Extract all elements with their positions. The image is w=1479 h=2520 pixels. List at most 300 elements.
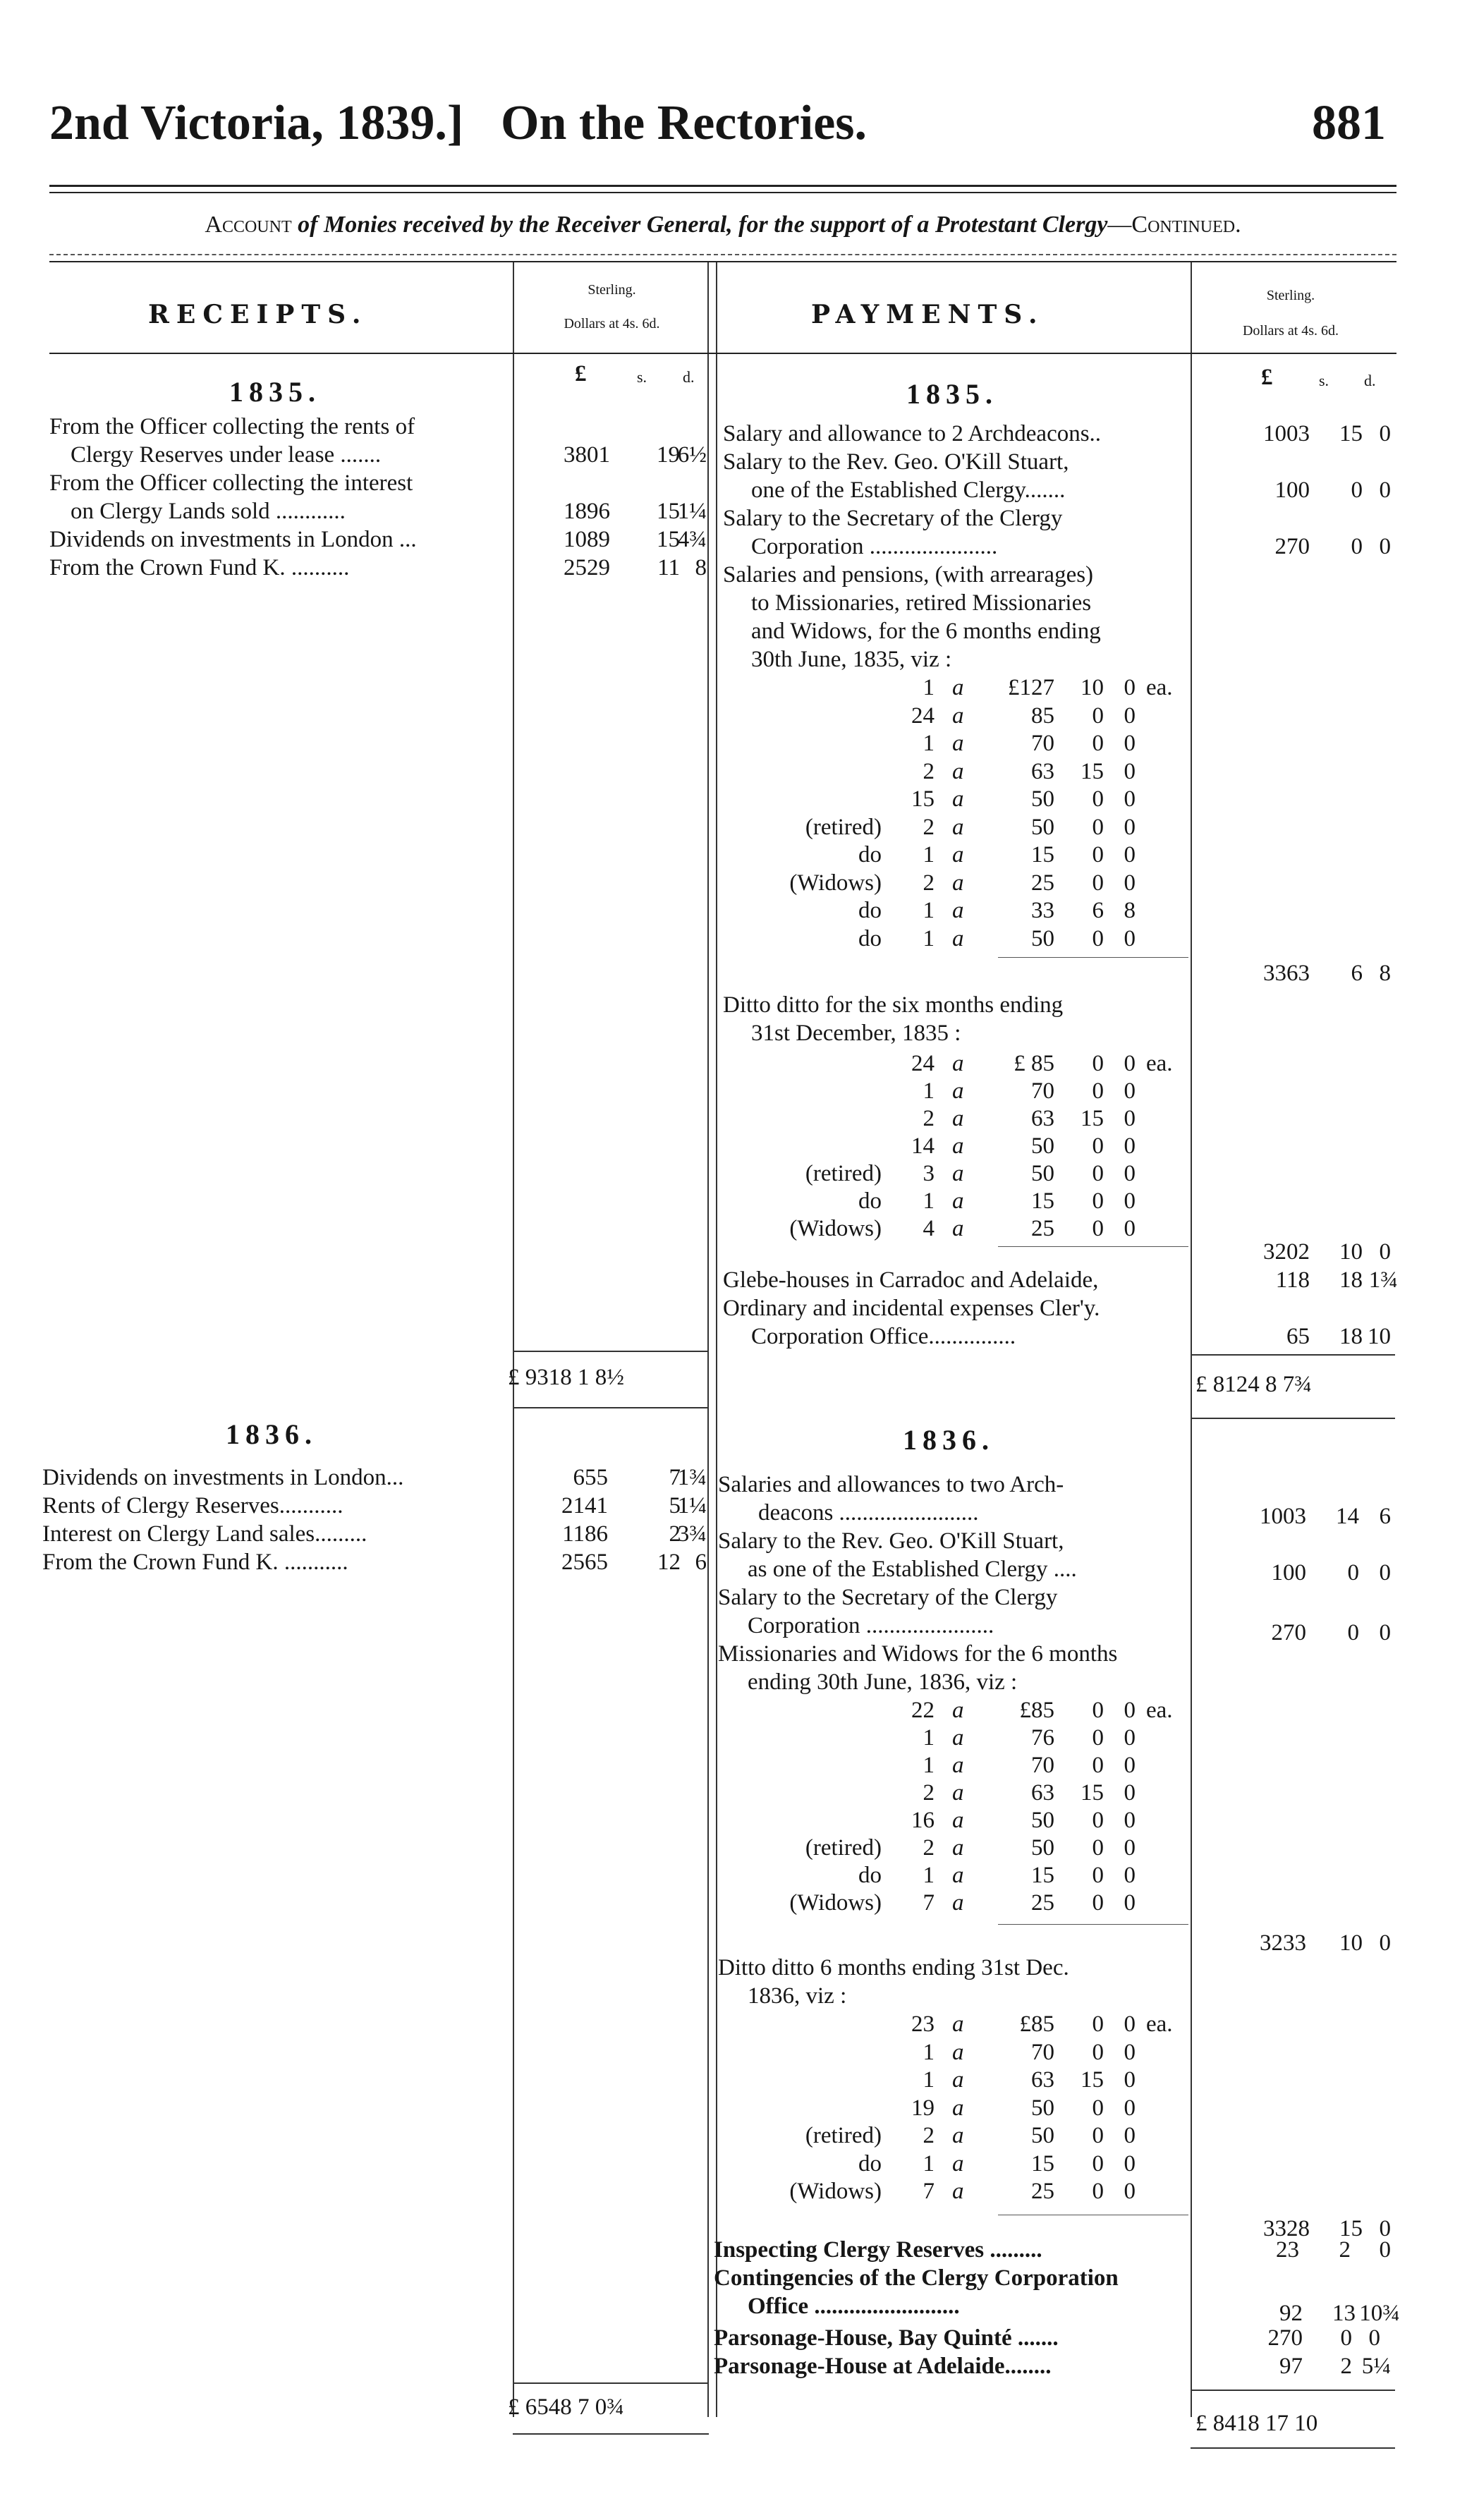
schedule-cell: a <box>952 1216 964 1241</box>
receipts-1835-total: £ 9318 1 8½ <box>508 1365 624 1390</box>
pay-1836-3-pounds: 270 <box>1271 1620 1306 1645</box>
pay-1835-3-pounds: 270 <box>1274 534 1310 559</box>
schedule-cell: ea. <box>1146 1051 1173 1076</box>
schedule-cell: a <box>952 842 964 868</box>
schedule-cell: 25 <box>1031 1216 1054 1241</box>
schedule-cell: 25 <box>1031 870 1054 896</box>
col-rule-payments-left <box>716 262 717 2417</box>
receipt-1836-4-text: From the Crown Fund K. ........... <box>42 1550 348 1575</box>
schedule-cell: a <box>952 1078 964 1104</box>
schedule-cell: (retired) <box>805 1161 882 1186</box>
schedule-cell: 0 <box>1124 814 1136 840</box>
payments-heading: PAYMENTS. <box>811 300 1045 329</box>
schedule-cell: a <box>952 786 964 812</box>
schedule-cell: 0 <box>1124 1808 1136 1833</box>
schedule-cell: 6 <box>1092 898 1104 923</box>
schedule-cell: 2 <box>923 1106 935 1131</box>
schedule-cell: £127 <box>1008 675 1054 700</box>
schedule-cell: 0 <box>1124 1161 1136 1186</box>
rule-1835-p4 <box>998 957 1188 958</box>
pay-1835-2-line2: one of the Established Clergy....... <box>751 477 1066 503</box>
receipt-1836-3-shillings: 2 <box>669 1521 681 1547</box>
pay-1836-5-line1: Ditto ditto 6 months ending 31st Dec. <box>718 1955 1069 1980</box>
schedule-cell: 63 <box>1031 758 1054 784</box>
receipt-1836-1-pence: 1¾ <box>677 1465 707 1490</box>
pay-1836-5-pence: 0 <box>1379 2216 1391 2241</box>
pay-1836-6-pounds: 23 <box>1276 2237 1299 2263</box>
schedule-cell: 0 <box>1124 2067 1136 2093</box>
schedule-cell: a <box>952 731 964 756</box>
pay-1835-5-line1: Ditto ditto for the six months ending <box>723 992 1064 1018</box>
schedule-cell: 1 <box>923 1078 935 1104</box>
schedule-cell: 50 <box>1031 2123 1054 2148</box>
schedule-cell: (Widows) <box>789 1890 882 1916</box>
pay-1836-9-shillings: 2 <box>1340 2354 1352 2379</box>
running-head-title: On the Rectories. <box>501 96 868 150</box>
receipt-1835-4-pounds: 2529 <box>564 555 610 580</box>
pay-1835-4-pounds: 3363 <box>1263 961 1310 986</box>
schedule-cell: 33 <box>1031 898 1054 923</box>
receipt-1836-1-shillings: 7 <box>669 1465 681 1490</box>
schedule-cell: 15 <box>1081 1106 1104 1131</box>
receipt-1836-2-pence: 1¼ <box>677 1493 707 1518</box>
pay-1835-3-line2: Corporation ...................... <box>751 534 998 559</box>
schedule-cell: 0 <box>1092 1051 1104 1076</box>
schedule-cell: 50 <box>1031 925 1054 951</box>
schedule-cell: 0 <box>1092 1698 1104 1723</box>
schedule-cell: 0 <box>1092 925 1104 951</box>
receipt-1836-2-shillings: 5 <box>669 1493 681 1518</box>
running-head-left: 2nd Victoria, 1839.] <box>49 96 464 150</box>
schedule-cell: 0 <box>1092 1161 1104 1186</box>
schedule-cell: 1 <box>923 1725 935 1751</box>
pay-1836-2-pence: 0 <box>1379 1560 1391 1585</box>
schedule-cell: 0 <box>1092 786 1104 812</box>
schedule-cell: 0 <box>1124 1890 1136 1916</box>
rule-under-caption-2 <box>49 261 1396 262</box>
pay-1835-4-shillings: 6 <box>1351 961 1363 986</box>
payments-1835-total: £ 8124 8 7¾ <box>1195 1372 1312 1397</box>
schedule-cell: 70 <box>1031 2039 1054 2065</box>
receipt-1835-1-line1: From the Officer collecting the rents of <box>49 414 415 439</box>
schedule-cell: 0 <box>1092 870 1104 896</box>
schedule-cell: 85 <box>1031 702 1054 729</box>
receipt-1835-3-shillings: 15 <box>657 527 680 552</box>
pay-1836-2-shillings: 0 <box>1347 1560 1359 1585</box>
pay-1836-2-line2: as one of the Established Clergy .... <box>748 1557 1077 1582</box>
schedule-cell: 1 <box>923 1753 935 1778</box>
rule-under-heads <box>49 353 1396 354</box>
rule-under-caption <box>49 254 1396 256</box>
schedule-cell: 0 <box>1092 1808 1104 1833</box>
schedule-cell: 0 <box>1124 1106 1136 1131</box>
schedule-cell: 0 <box>1124 1780 1136 1806</box>
schedule-cell: 2 <box>923 1780 935 1806</box>
pay-1835-4-pence: 8 <box>1379 961 1391 986</box>
schedule-cell: 8 <box>1124 898 1136 923</box>
schedule-cell: ea. <box>1146 675 1173 700</box>
schedule-cell: £85 <box>1019 2011 1054 2037</box>
schedule-cell: ea. <box>1146 1698 1173 1723</box>
pay-1836-8-text: Parsonage-House, Bay Quinté ....... <box>714 2325 1059 2351</box>
pay-1835-3-shillings: 0 <box>1351 534 1363 559</box>
year-1836-receipts: 1836. <box>226 1418 317 1450</box>
receipt-1835-2-shillings: 15 <box>657 499 680 524</box>
schedule-cell: 0 <box>1124 675 1136 700</box>
pay-1836-5-shillings: 15 <box>1339 2216 1363 2241</box>
receipt-1835-1-pence: 6½ <box>677 442 707 468</box>
pay-1836-9-pounds: 97 <box>1279 2354 1303 2379</box>
caption-italic: of Monies received by the Receiver General, for the support of a Protestant Clergy <box>298 212 1108 238</box>
receipt-1835-1-pounds: 3801 <box>564 442 610 468</box>
pay-1836-4-line2: ending 30th June, 1836, viz : <box>748 1669 1018 1695</box>
schedule-cell: 0 <box>1092 702 1104 729</box>
schedule-cell: a <box>952 2150 964 2177</box>
pay-1835-6-shillings: 18 <box>1339 1267 1363 1293</box>
schedule-cell: a <box>952 1161 964 1186</box>
pay-1836-7-line1: Contingencies of the Clergy Corporation <box>714 2265 1119 2291</box>
receipt-1835-1-line2: Clergy Reserves under lease ....... <box>71 442 382 468</box>
schedule-cell: 0 <box>1092 1835 1104 1861</box>
receipt-1836-4-shillings: 12 <box>657 1550 681 1575</box>
receipts-heading: RECEIPTS. <box>148 300 368 329</box>
schedule-cell: a <box>952 1051 964 1076</box>
schedule-cell: 10 <box>1081 675 1104 700</box>
pay-1835-2-pounds: 100 <box>1274 477 1310 503</box>
pay-1836-8-pence: 0 <box>1368 2325 1380 2351</box>
payments-1836-total-rule-2 <box>1191 2447 1395 2449</box>
pay-1836-3-line2: Corporation ...................... <box>748 1613 994 1638</box>
schedule-cell: a <box>952 758 964 784</box>
payments-1836-total-rule <box>1191 2390 1395 2391</box>
receipt-1836-2-text: Rents of Clergy Reserves........... <box>42 1493 343 1518</box>
pay-1836-1-pence: 6 <box>1379 1504 1391 1529</box>
schedule-cell: a <box>952 1835 964 1861</box>
schedule-cell: 7 <box>923 2179 935 2204</box>
pay-1836-2-pounds: 100 <box>1271 1560 1306 1585</box>
receipt-1835-4-shillings: 11 <box>657 555 680 580</box>
pay-1836-1-line2: deacons ........................ <box>758 1500 979 1526</box>
schedule-cell: ea. <box>1146 2011 1173 2037</box>
pay-1835-6-pence: 1¾ <box>1368 1267 1398 1293</box>
schedule-cell: £85 <box>1019 1698 1054 1723</box>
lsd-pound-right: £ <box>1261 365 1273 390</box>
schedule-cell: 0 <box>1092 1890 1104 1916</box>
rule-top <box>49 185 1396 187</box>
schedule-cell: (retired) <box>805 1835 882 1861</box>
page-number: 881 <box>1312 96 1386 150</box>
pay-1835-1-pence: 0 <box>1379 421 1391 446</box>
receipts-1836-total: £ 6548 7 0¾ <box>508 2394 624 2420</box>
pay-1835-5-shillings: 10 <box>1339 1239 1363 1265</box>
year-1835-payments: 1835. <box>906 378 998 410</box>
pay-1836-6-pence: 0 <box>1379 2237 1391 2263</box>
pay-1836-3-line1: Salary to the Secretary of the Clergy <box>718 1585 1058 1610</box>
caption-lead: Account <box>205 212 292 238</box>
schedule-cell: 1 <box>923 842 935 868</box>
rule-top-thin <box>49 192 1396 193</box>
schedule-cell: 0 <box>1124 2150 1136 2177</box>
receipt-1835-1-shillings: 19 <box>657 442 680 468</box>
schedule-cell: 15 <box>911 786 935 812</box>
schedule-cell: 0 <box>1124 1753 1136 1778</box>
schedule-cell: 76 <box>1031 1725 1054 1751</box>
schedule-cell: 1 <box>923 1863 935 1888</box>
col-rule-receipts-amt-right <box>707 262 709 2417</box>
schedule-cell: (Widows) <box>789 2179 882 2204</box>
schedule-cell: a <box>952 1188 964 1214</box>
schedule-cell: 0 <box>1124 2011 1136 2037</box>
receipt-1836-1-pounds: 655 <box>573 1465 608 1490</box>
schedule-cell: 0 <box>1092 1863 1104 1888</box>
receipts-1836-total-rule <box>513 2382 709 2384</box>
schedule-cell: a <box>952 2039 964 2065</box>
schedule-cell: 0 <box>1124 1835 1136 1861</box>
pay-1835-5-line2: 31st December, 1835 : <box>751 1021 961 1046</box>
receipt-1835-4-text: From the Crown Fund K. .......... <box>49 555 350 580</box>
dollars-label-right: Dollars at 4s. 6d. <box>1242 323 1339 339</box>
schedule-cell: 50 <box>1031 814 1054 840</box>
pay-1835-4-line1: Salaries and pensions, (with arrearages) <box>723 562 1094 588</box>
schedule-cell: 0 <box>1092 1725 1104 1751</box>
schedule-cell: 0 <box>1124 2095 1136 2121</box>
schedule-cell: 15 <box>1031 1863 1054 1888</box>
schedule-cell: a <box>952 1106 964 1131</box>
receipt-1836-2-pounds: 2141 <box>561 1493 608 1518</box>
table-caption <box>49 212 1396 238</box>
schedule-cell: 2 <box>923 1835 935 1861</box>
pay-1836-1-pounds: 1003 <box>1260 1504 1306 1529</box>
schedule-cell: a <box>952 1698 964 1723</box>
receipt-1836-3-text: Interest on Clergy Land sales......... <box>42 1521 367 1547</box>
pay-1835-4-line4: 30th June, 1835, viz : <box>751 647 952 672</box>
schedule-cell: a <box>952 1890 964 1916</box>
schedule-cell: 70 <box>1031 1078 1054 1104</box>
schedule-cell: 1 <box>923 1188 935 1214</box>
schedule-cell: a <box>952 1725 964 1751</box>
col-rule-payments-amt-left <box>1191 262 1192 2417</box>
schedule-cell: 1 <box>923 898 935 923</box>
schedule-cell: 0 <box>1124 1133 1136 1159</box>
payments-1835-total-rule <box>1191 1354 1395 1356</box>
schedule-cell: 0 <box>1124 786 1136 812</box>
schedule-cell: a <box>952 2011 964 2037</box>
schedule-cell: 1 <box>923 731 935 756</box>
schedule-cell: 25 <box>1031 2179 1054 2204</box>
pay-1835-2-shillings: 0 <box>1351 477 1363 503</box>
pay-1835-5-pounds: 3202 <box>1263 1239 1310 1265</box>
pay-1836-6-text: Inspecting Clergy Reserves ......... <box>714 2237 1042 2263</box>
schedule-cell: 15 <box>1031 2150 1054 2177</box>
receipts-1836-total-rule-2 <box>513 2433 709 2435</box>
pay-1835-3-line1: Salary to the Secretary of the Clergy <box>723 506 1063 531</box>
schedule-cell: 1 <box>923 2150 935 2177</box>
schedule-cell: 23 <box>911 2011 935 2037</box>
schedule-cell: do <box>858 2150 882 2177</box>
schedule-cell: 0 <box>1124 1698 1136 1723</box>
receipt-1836-4-pence: 6 <box>695 1550 707 1575</box>
schedule-cell: 0 <box>1124 2179 1136 2204</box>
schedule-cell: 63 <box>1031 1780 1054 1806</box>
pay-1836-9-pence: 5¼ <box>1361 2354 1391 2379</box>
schedule-cell: (retired) <box>805 814 882 840</box>
pay-1835-1-pounds: 1003 <box>1263 421 1310 446</box>
schedule-cell: 50 <box>1031 786 1054 812</box>
schedule-cell: (retired) <box>805 2123 882 2148</box>
schedule-cell: 70 <box>1031 1753 1054 1778</box>
schedule-cell: a <box>952 2179 964 2204</box>
schedule-cell: 7 <box>923 1890 935 1916</box>
pay-1836-4-line1: Missionaries and Widows for the 6 months <box>718 1641 1118 1667</box>
schedule-cell: 15 <box>1081 758 1104 784</box>
schedule-cell: 0 <box>1092 2123 1104 2148</box>
schedule-cell: 0 <box>1124 2039 1136 2065</box>
receipt-1835-3-text: Dividends on investments in London ... <box>49 527 417 552</box>
schedule-cell: 3 <box>923 1161 935 1186</box>
schedule-cell: 70 <box>1031 731 1054 756</box>
dollars-label-left: Dollars at 4s. 6d. <box>564 316 660 331</box>
pay-1835-4-line2: to Missionaries, retired Missionaries <box>751 590 1092 616</box>
schedule-cell: 14 <box>911 1133 935 1159</box>
schedule-cell: a <box>952 2095 964 2121</box>
schedule-cell: do <box>858 925 882 951</box>
schedule-cell: 15 <box>1031 1188 1054 1214</box>
caption-tail: —Continued. <box>1107 212 1241 238</box>
schedule-cell: 63 <box>1031 2067 1054 2093</box>
schedule-cell: 0 <box>1124 1863 1136 1888</box>
schedule-cell: do <box>858 1863 882 1888</box>
sterling-label-left: Sterling. <box>588 282 636 298</box>
receipt-1835-3-pence: 4¾ <box>677 527 707 552</box>
receipt-1836-3-pounds: 1186 <box>562 1521 608 1547</box>
year-1835-receipts: 1835. <box>229 376 321 408</box>
receipt-1835-3-pounds: 1089 <box>564 527 610 552</box>
pay-1836-8-pounds: 270 <box>1267 2325 1303 2351</box>
col-rule-receipts-amt-left <box>513 262 514 2417</box>
schedule-cell: 0 <box>1124 2123 1136 2148</box>
schedule-cell: 0 <box>1124 842 1136 868</box>
sterling-label-right: Sterling. <box>1266 288 1315 303</box>
schedule-cell: 0 <box>1092 1216 1104 1241</box>
pay-1836-3-shillings: 0 <box>1347 1620 1359 1645</box>
pay-1836-6-shillings: 2 <box>1339 2237 1351 2263</box>
pay-1836-9-text: Parsonage-House at Adelaide........ <box>714 2354 1052 2379</box>
schedule-cell: a <box>952 870 964 896</box>
year-1836-payments: 1836. <box>903 1424 994 1456</box>
schedule-cell: 0 <box>1092 731 1104 756</box>
pay-1836-5-line2: 1836, viz : <box>748 1983 847 2009</box>
pay-1836-2-line1: Salary to the Rev. Geo. O'Kill Stuart, <box>718 1528 1064 1554</box>
receipt-1836-3-pence: 3¾ <box>677 1521 707 1547</box>
schedule-cell: a <box>952 702 964 729</box>
schedule-cell: 0 <box>1092 1078 1104 1104</box>
schedule-cell: 24 <box>911 702 935 729</box>
schedule-cell: 1 <box>923 675 935 700</box>
pay-1835-2-line1: Salary to the Rev. Geo. O'Kill Stuart, <box>723 449 1069 475</box>
schedule-cell: 50 <box>1031 1161 1054 1186</box>
schedule-cell: a <box>952 675 964 700</box>
schedule-cell: 0 <box>1124 1188 1136 1214</box>
pay-1836-1-line1: Salaries and allowances to two Arch- <box>718 1472 1064 1497</box>
schedule-cell: 0 <box>1092 814 1104 840</box>
pay-1835-7-line1: Ordinary and incidental expenses Cler'y. <box>723 1296 1100 1321</box>
schedule-cell: do <box>858 898 882 923</box>
payments-1836-total: £ 8418 17 10 <box>1195 2411 1318 2436</box>
schedule-cell: 0 <box>1124 1725 1136 1751</box>
schedule-cell: a <box>952 2067 964 2093</box>
lsd-pound-left: £ <box>575 361 587 386</box>
schedule-cell: 0 <box>1124 1078 1136 1104</box>
pay-1836-7-shillings: 13 <box>1332 2301 1356 2326</box>
pay-1835-3-pence: 0 <box>1379 534 1391 559</box>
receipt-1835-2-pence: 1¼ <box>677 499 707 524</box>
schedule-cell: (Widows) <box>789 1216 882 1241</box>
schedule-cell: a <box>952 898 964 923</box>
schedule-cell: 0 <box>1092 1753 1104 1778</box>
lsd-pence-right: d. <box>1364 372 1376 389</box>
schedule-cell: 2 <box>923 758 935 784</box>
pay-1835-6-text: Glebe-houses in Carradoc and Adelaide, <box>723 1267 1099 1293</box>
pay-1836-5-pounds: 3328 <box>1263 2216 1310 2241</box>
pay-1835-7-pounds: 65 <box>1286 1324 1310 1349</box>
receipt-1835-4-pence: 8 <box>695 555 707 580</box>
schedule-cell: 2 <box>923 814 935 840</box>
pay-1835-4-line3: and Widows, for the 6 months ending <box>751 619 1101 644</box>
receipts-1835-total-rule-2 <box>513 1407 709 1408</box>
schedule-cell: 24 <box>911 1051 935 1076</box>
schedule-cell: 0 <box>1092 1133 1104 1159</box>
schedule-cell: a <box>952 1808 964 1833</box>
schedule-cell: 0 <box>1124 758 1136 784</box>
schedule-cell: £ 85 <box>1014 1051 1054 1076</box>
pay-1835-1-shillings: 15 <box>1339 421 1363 446</box>
schedule-cell: 0 <box>1092 2095 1104 2121</box>
schedule-cell: 0 <box>1092 842 1104 868</box>
schedule-cell: 0 <box>1124 731 1136 756</box>
payments-1835-total-rule-2 <box>1191 1418 1395 1419</box>
schedule-cell: 1 <box>923 2067 935 2093</box>
receipt-1835-2-line1: From the Officer collecting the interest <box>49 470 413 496</box>
schedule-cell: 4 <box>923 1216 935 1241</box>
schedule-cell: 15 <box>1081 1780 1104 1806</box>
schedule-cell: 16 <box>911 1808 935 1833</box>
schedule-cell: do <box>858 842 882 868</box>
schedule-cell: 15 <box>1031 842 1054 868</box>
schedule-cell: do <box>858 1188 882 1214</box>
lsd-shilling-left: s. <box>637 368 647 386</box>
schedule-cell: 15 <box>1081 2067 1104 2093</box>
pay-1836-7-pence: 10¾ <box>1359 2301 1400 2326</box>
pay-1835-5-pence: 0 <box>1379 1239 1391 1265</box>
schedule-cell: a <box>952 2123 964 2148</box>
schedule-cell: (Widows) <box>789 870 882 896</box>
schedule-cell: 2 <box>923 870 935 896</box>
schedule-cell: a <box>952 925 964 951</box>
pay-1835-2-pence: 0 <box>1379 477 1391 503</box>
schedule-cell: 50 <box>1031 1133 1054 1159</box>
schedule-cell: 0 <box>1092 2039 1104 2065</box>
pay-1836-4-pounds: 3233 <box>1260 1930 1306 1956</box>
schedule-cell: a <box>952 1863 964 1888</box>
schedule-cell: a <box>952 1753 964 1778</box>
receipt-1836-1-text: Dividends on investments in London... <box>42 1465 404 1490</box>
schedule-cell: 0 <box>1092 1188 1104 1214</box>
schedule-cell: a <box>952 814 964 840</box>
lsd-pence-left: d. <box>683 368 695 386</box>
pay-1835-7-shillings: 18 <box>1339 1324 1363 1349</box>
pay-1836-4-pence: 0 <box>1379 1930 1391 1956</box>
pay-1836-7-line2: Office ......................... <box>748 2294 960 2319</box>
